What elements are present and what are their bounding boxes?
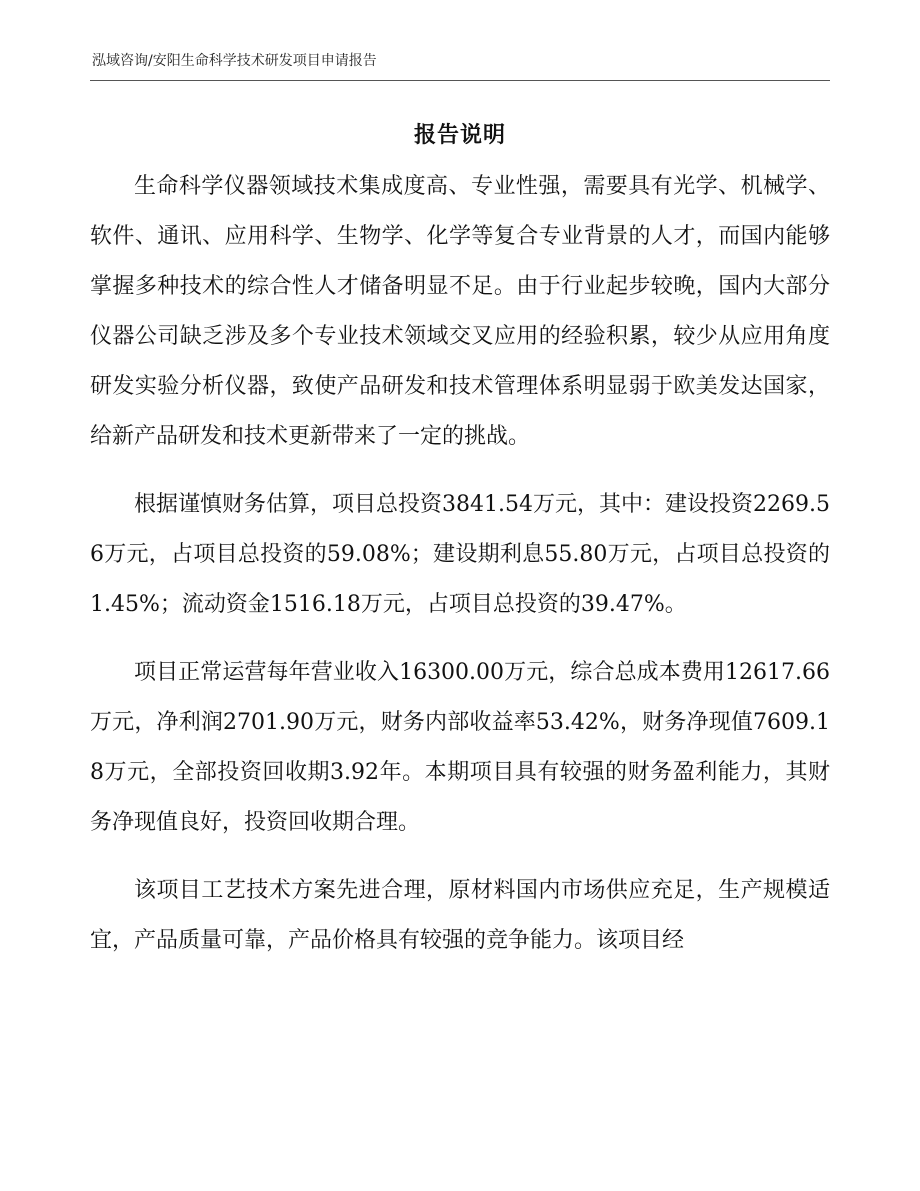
paragraph-industry-background: 生命科学仪器领域技术集成度高、专业性强，需要具有光学、机械学、软件、通讯、应用科学、生物学、化学等复合专业背景的人才，而国内能够掌握多种技术的综合性人才储备明显不足。由于行业起步较晚，国内大部分仪器公司缺乏涉及多个专业技术领域交叉应用的经验积累，较少从应用角度研发实验分析仪器，致使产品研发和技术管理体系明显弱于欧美发达国家，给新产品研发和技术更新带来了一定的挑战。 (90, 174, 830, 449)
paragraph-technical-assessment: 该项目工艺技术方案先进合理，原材料国内市场供应充足，生产规模适宜，产品质量可靠，产品价格具有较强的竞争能力。该项目经 (90, 878, 830, 953)
section-title: 报告说明 (413, 123, 506, 148)
paragraph-investment-estimate: 根据谨慎财务估算，项目总投资3841.54万元，其中：建设投资2269.56万元，占项目总投资的59.08%；建设期利息55.80万元，占项目总投资的1.45%；流动资金1516.18万元，占项目总投资的39.47%。 (90, 492, 830, 617)
header-divider (90, 80, 830, 81)
paragraph-financial-returns: 项目正常运营每年营业收入16300.00万元，综合总成本费用12617.66万元，净利润2701.90万元，财务内部收益率53.42%，财务净现值7609.18万元，全部投资回收期3.92年。本期项目具有较强的财务盈利能力，其财务净现值良好，投资回收期合理。 (90, 660, 830, 835)
document-body (90, 162, 830, 966)
running-header: 泓域咨询/安阳生命科学技术研发项目申请报告 (92, 53, 377, 69)
